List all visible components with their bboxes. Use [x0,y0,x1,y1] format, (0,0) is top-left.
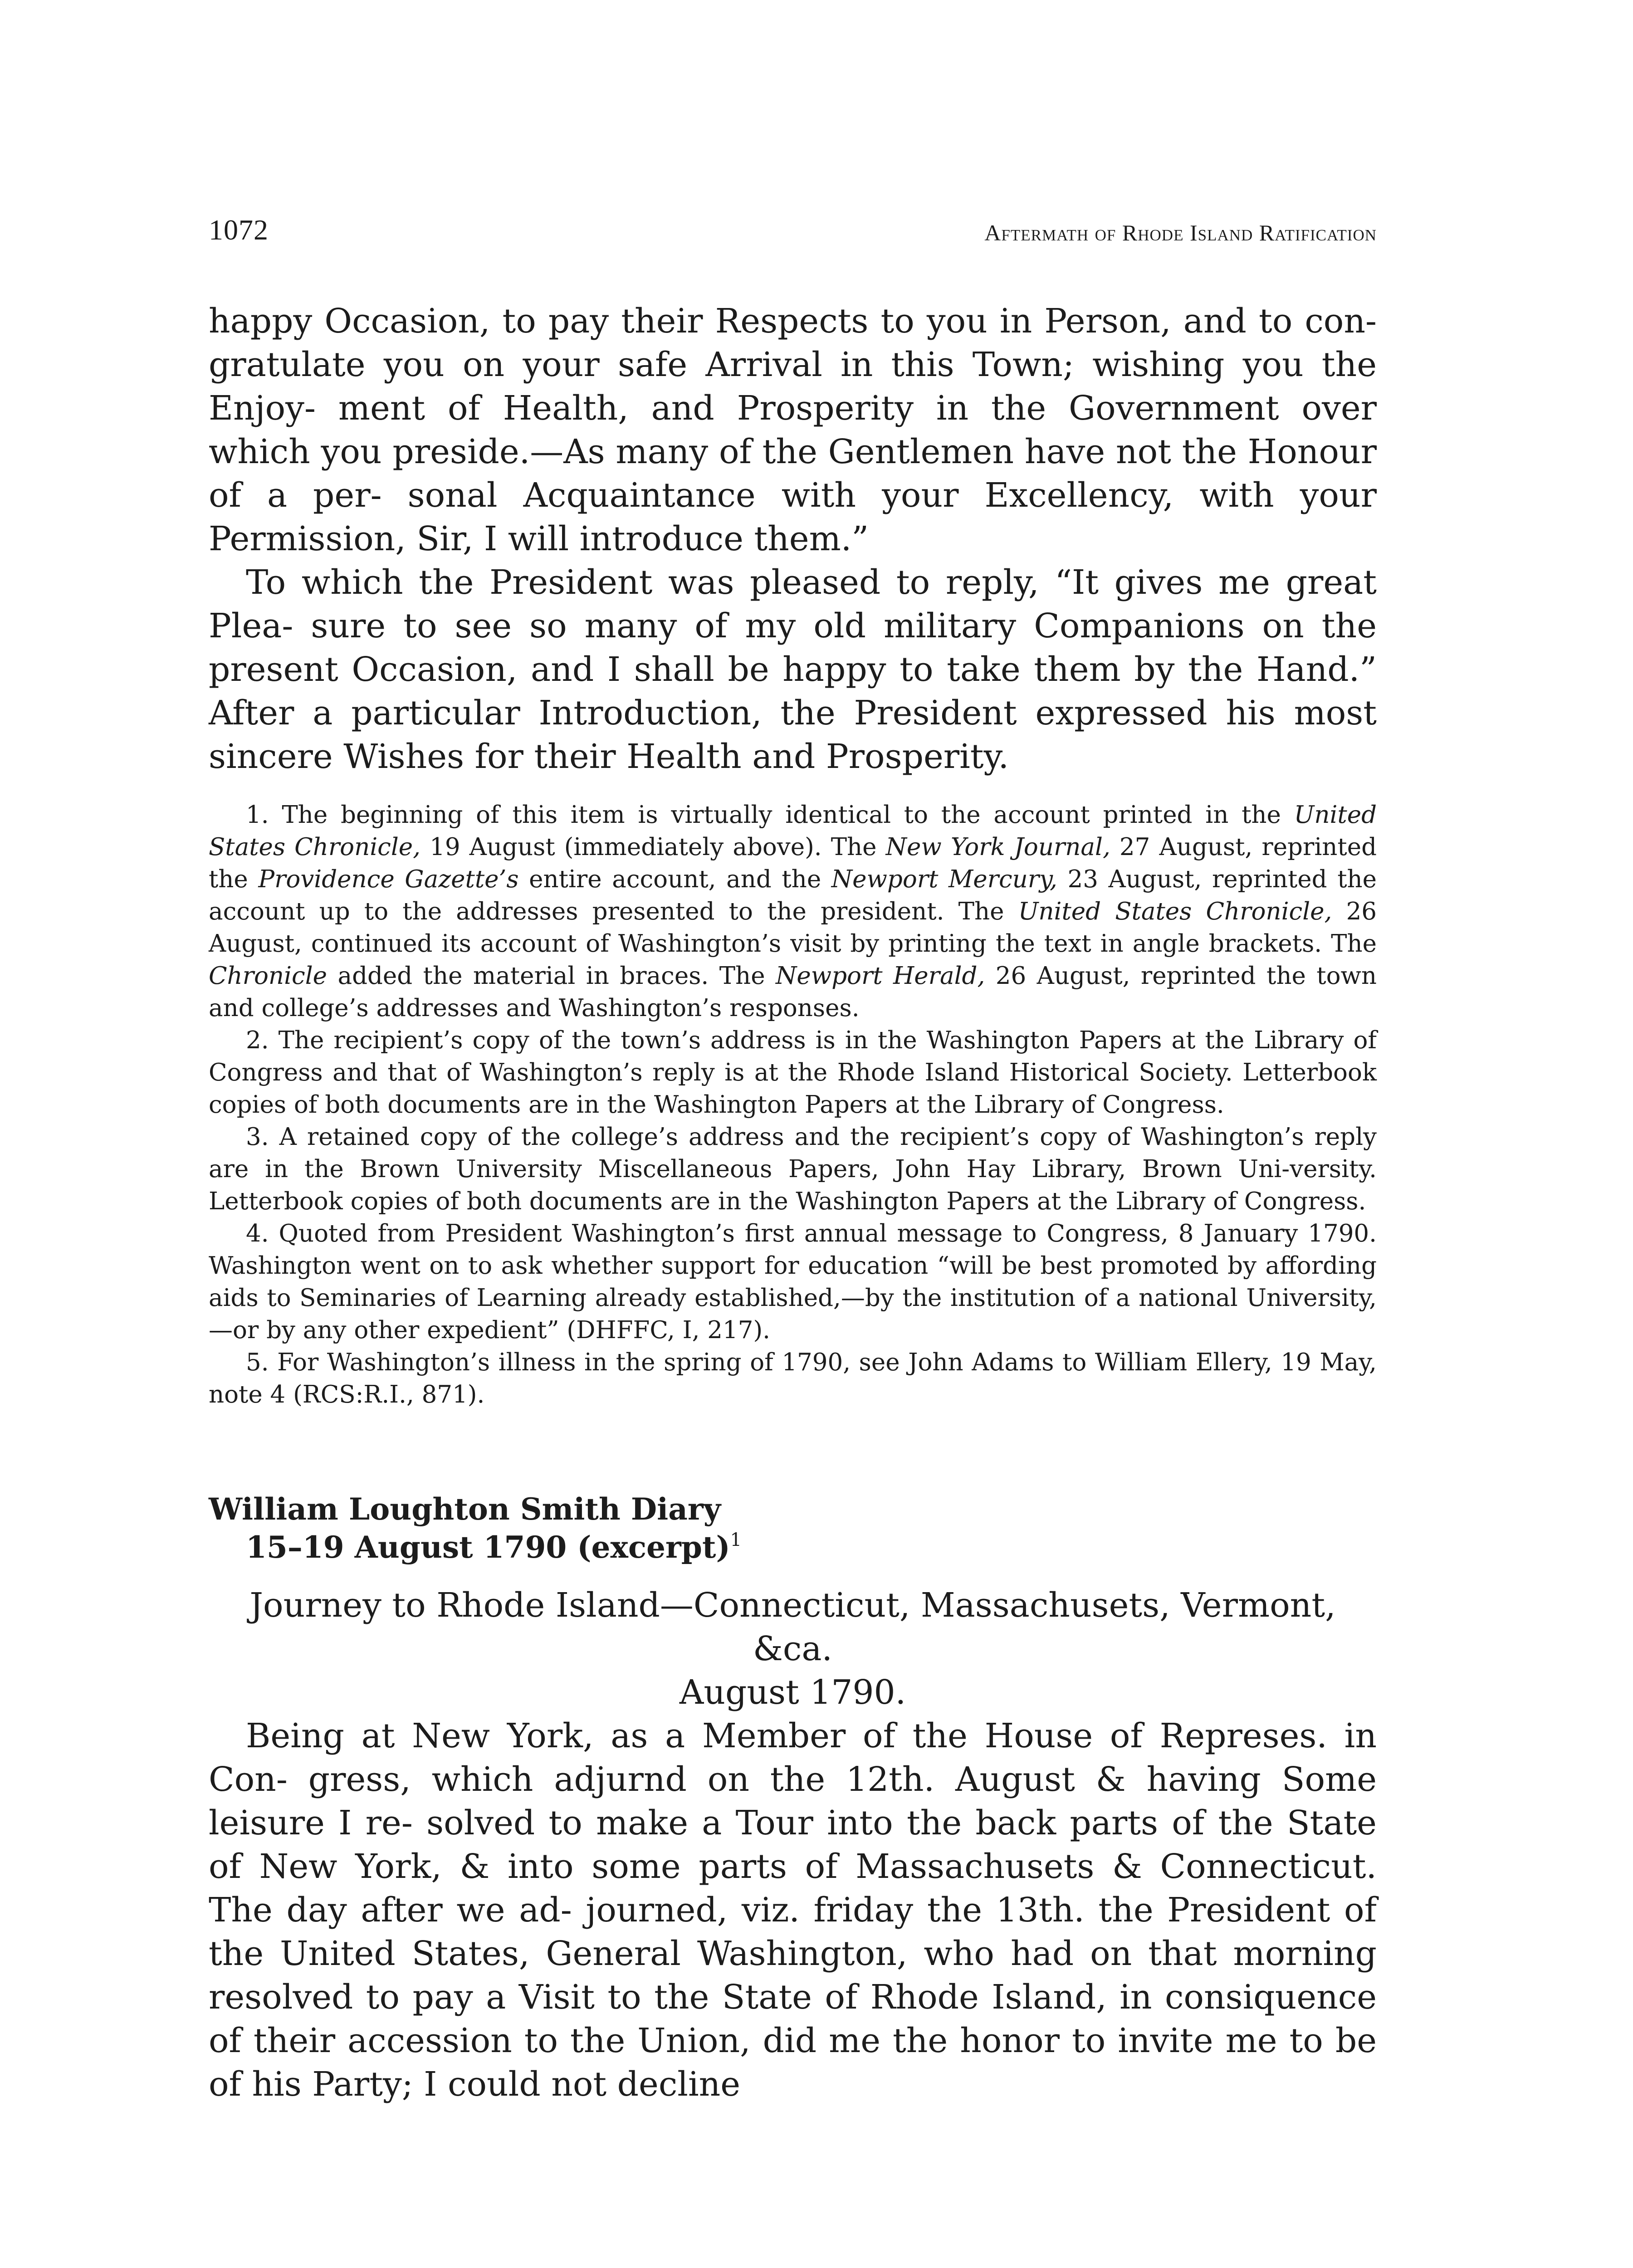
text-line: into some parts of Massachusets & Connecticut. The day after we ad- [209,1847,1377,1930]
text-line: journed, viz. friday the 13th. the President of the United States, General [209,1891,1377,1973]
journey-heading [209,1584,1377,1714]
text-line: sure to see so many of my old military Companions on the present [209,606,1377,689]
text-line: particular Introduction, the President expressed his most sincere Wishes [209,694,1377,776]
footnote-5: 5. For Washington’s illness in the spring of 1790, see John Adams to William Ellery, 19 May, note 4 (RCS:R.I., 871). [209,1349,1377,1408]
text-line: preside.—As many of the Gentlemen have not the Honour of a per- [209,432,1377,515]
opening-paragraph [209,299,1377,561]
text-line: sonal Acquaintance with your Excellency, with your Permission, Sir, I [209,476,1377,558]
running-title: Aftermath of Rhode Island Ratification [984,220,1377,245]
footnote-marker: 1 [730,1530,742,1550]
text-line: will introduce them.” [508,519,869,558]
text-line: ment of Health, and Prosperity in the Government over which you [209,389,1377,471]
footnote-1: 1. The beginning of this item is virtually identical to the account printed in the United States Chronicle, 19 August (immediately above). The New York Journal, 27 August, reprinted the Providence Gazette’s entire account, and the Newport Mercury, 23 August, reprinted the account up to the addresses presented to the president. The United States Chronicle, 26 August, continued its account of Washington’s visit by printing the text in angle brackets. The Chronicle added the material in braces. The Newport Herald, 26 August, reprinted the town and college’s addresses and Washington’s responses. [209,801,1377,1022]
main-text [209,299,1377,778]
diary-paragraph [209,1714,1377,2106]
text-line: Being at New York, as a Member of the House of Represes. in Con- [209,1716,1377,1799]
text-line: Occasion, and I shall be happy to take them by the Hand.” After a [209,650,1377,733]
text-line: happy Occasion, to pay their Respects to you in Person, and to con- [209,302,1377,341]
diary-text [209,1714,1377,2106]
document-heading-title: William Loughton Smith Diary [209,1491,721,1527]
document-heading [209,1490,1377,1566]
page-number: 1072 [209,214,269,246]
text-line: gratulate you on your safe Arrival in this Town; wishing you the Enjoy- [209,345,1377,428]
footnotes [209,799,1377,1411]
footnote-4: 4. Quoted from President Washington’s first annual message to Congress, 8 January 1790. Washington went on to ask whether support for education “will be best promoted by affording aids to Seminaries of Learning already established,—by the institution of a national University,—or by any other expedient” (DHFFC, I, 217). [209,1220,1377,1344]
footnote-2: 2. The recipient’s copy of the town’s address is in the Washington Papers at the Library of Congress and that of Washington’s reply is at the Rhode Island Historical Society. Letterbook copies of both documents are in the Washington Papers at the Library of Congress. [209,1026,1377,1119]
text-line: gress, which adjurnd on the 12th. August & having Some leisure I re- [209,1760,1377,1843]
journey-heading-date: August 1790. [679,1673,906,1712]
footnote-3: 3. A retained copy of the college’s address and the recipient’s copy of Washington’s reply are in the Brown University Miscellaneous Papers, John Hay Library, Brown Uni-versity. Letterbook copies of both documents are in the Washington Papers at the Library of Congress. [209,1123,1377,1215]
journey-heading-line: Journey to Rhode Island—Connecticut, Massachusets, Vermont, &ca. [249,1586,1336,1668]
document-heading-date: 15–19 August 1790 (excerpt)$^1$ [246,1530,742,1565]
text-line: for their Health and Prosperity. [474,737,1009,776]
text-line: State of Rhode Island, in consiquence of their accession to the Union, [209,1978,1377,2060]
text-line: Washington, who had on that morning resolved to pay a Visit to the [209,1934,1377,2017]
text-line: solved to make a Tour into the back parts of the State of New York, & [209,1804,1377,1886]
reply-paragraph [209,561,1377,778]
text-line: did me the honor to invite me to be of his Party; I could not decline [209,2021,1377,2104]
running-header [209,213,1377,254]
document-page [209,213,1377,2106]
text-line: To which the President was pleased to reply, “It gives me great Plea- [209,563,1377,645]
